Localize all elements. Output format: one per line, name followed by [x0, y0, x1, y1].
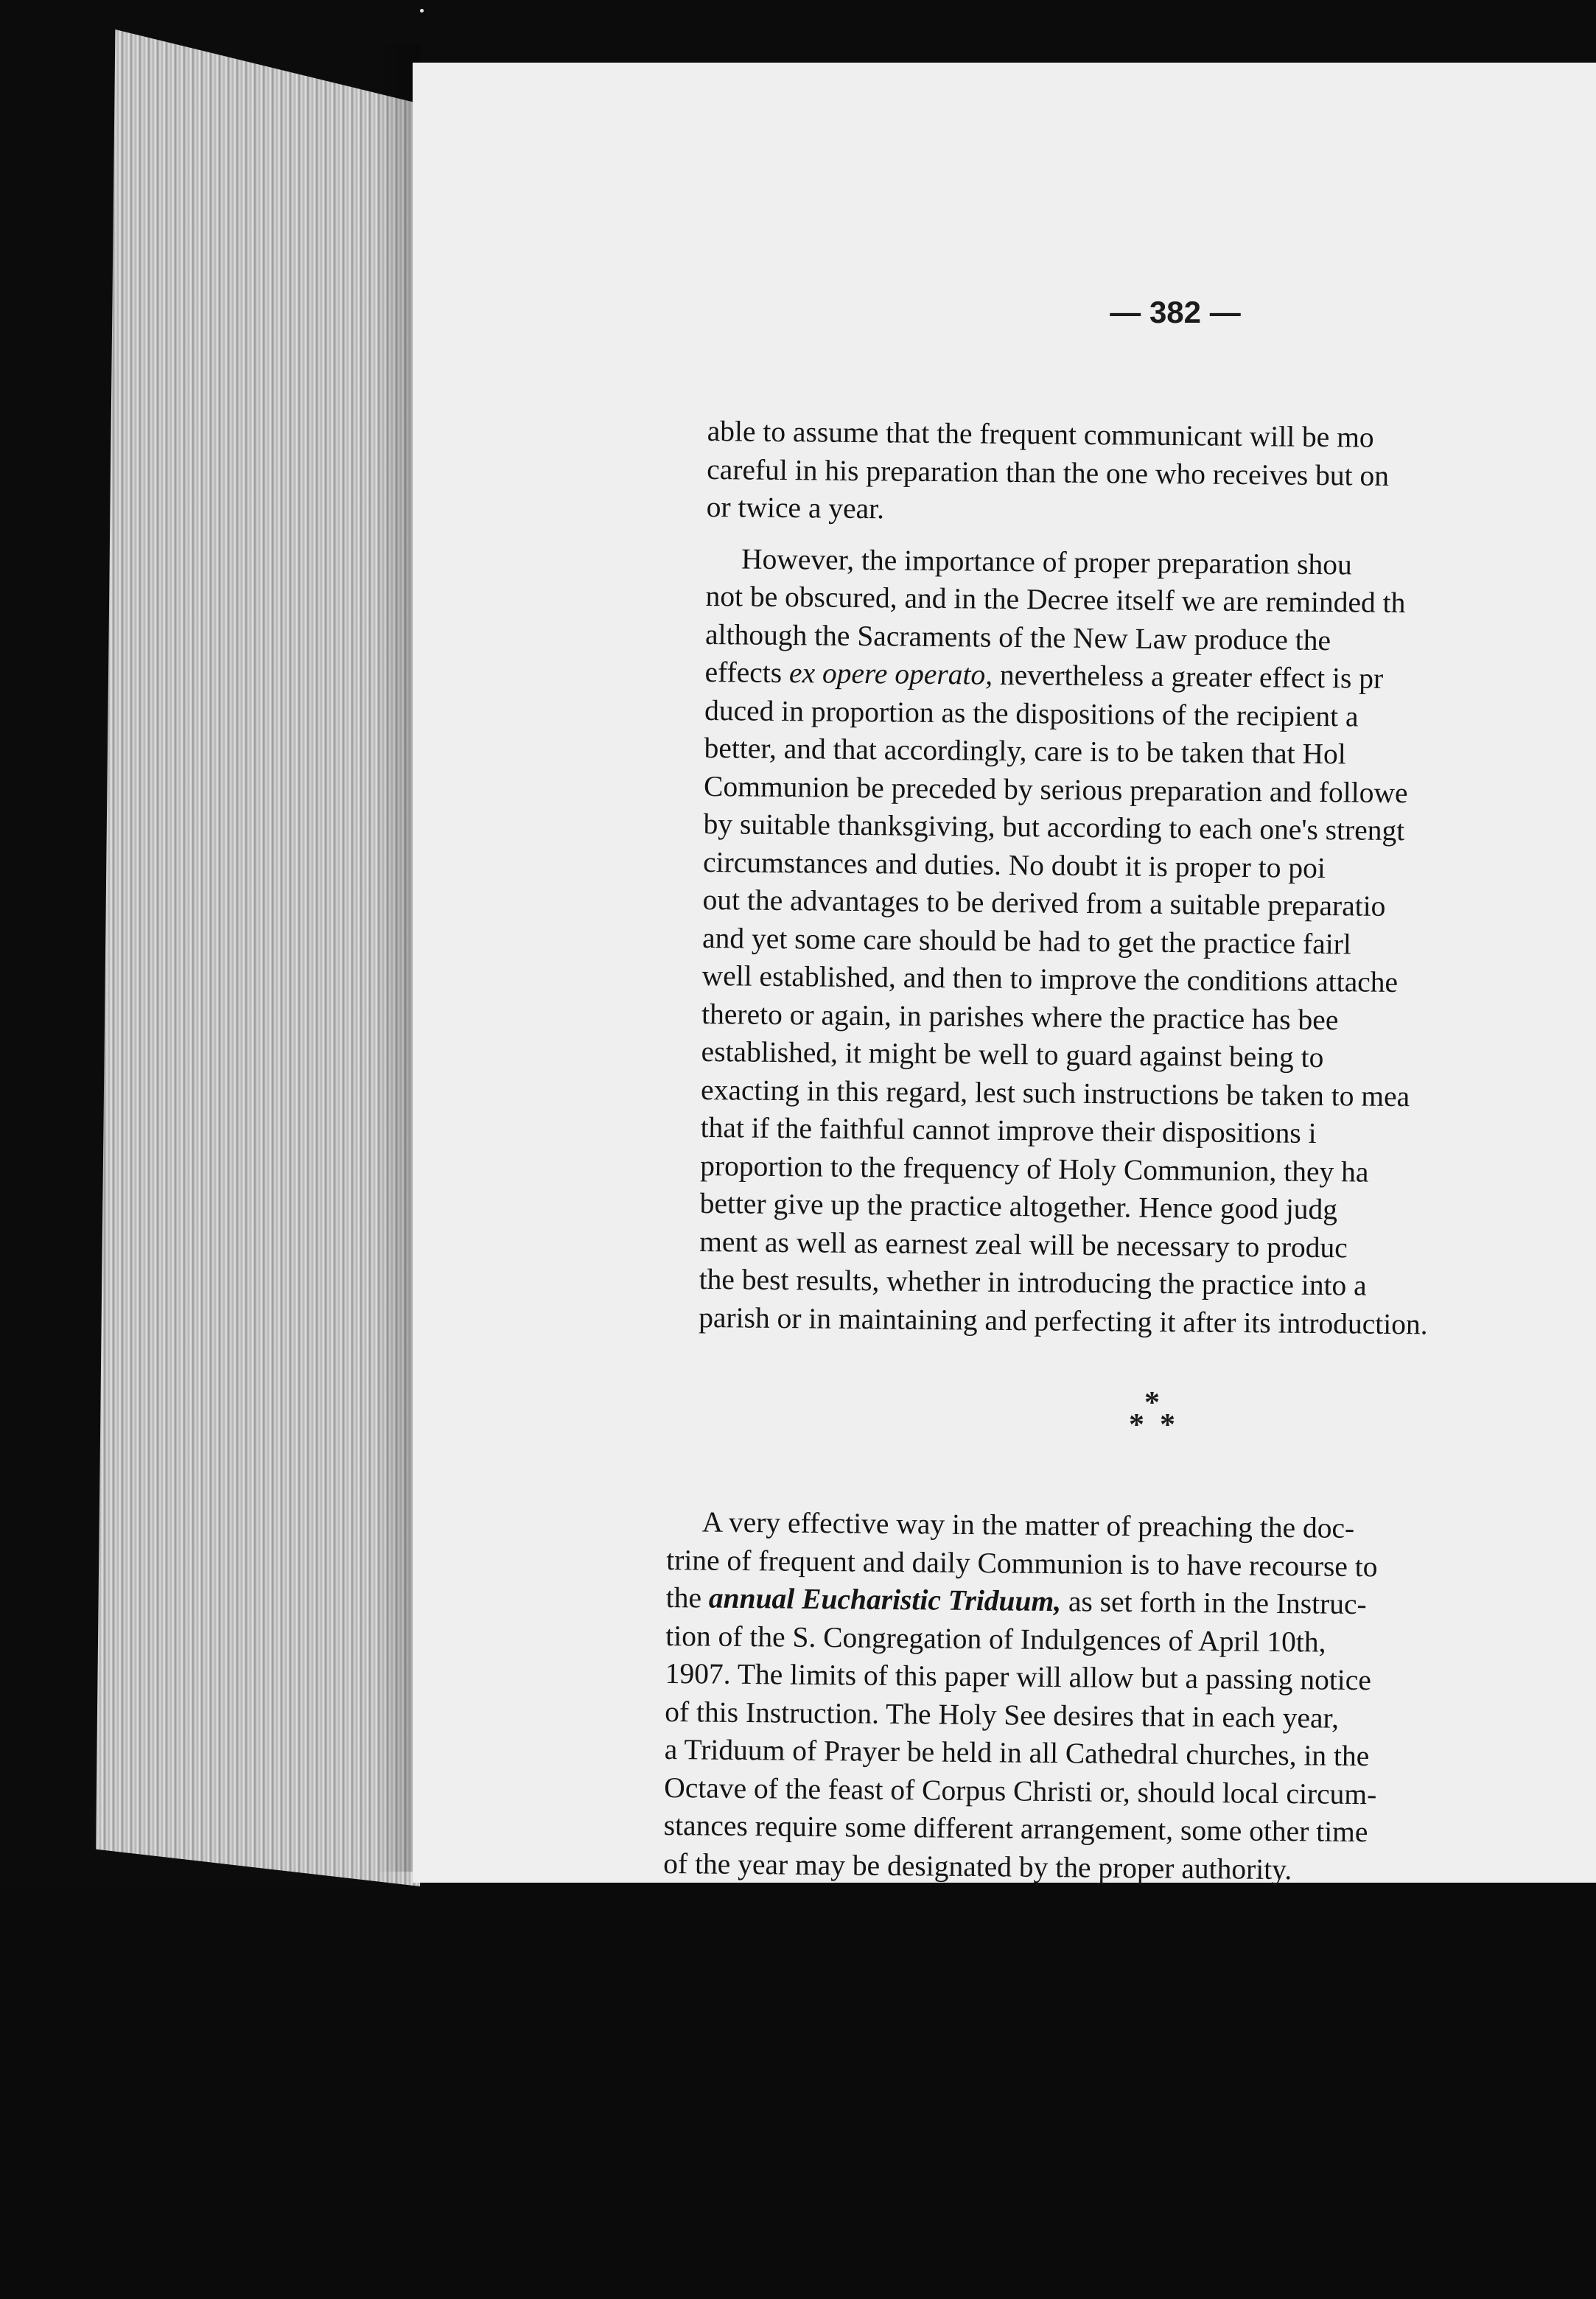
text-fragment: effects: [704, 655, 790, 690]
text-line: circumstances and duties. No doubt it is proper to poi: [702, 845, 1326, 884]
asterisk-right: *: [1160, 1408, 1175, 1442]
text-line: and yet some care should be had to get the practice fairl: [701, 921, 1352, 960]
text-line: established, it might be well to guard against being to: [701, 1035, 1324, 1074]
text-line: proportion to the frequency of Holy Communion, they ha: [699, 1149, 1369, 1189]
text-line: better give up the practice altogether. Hence good judg: [699, 1186, 1338, 1226]
text-line: or twice a year.: [706, 490, 885, 525]
paragraph-triduum: [663, 1503, 1596, 1892]
text-line: out the advantages to be derived from a suitable preparatio: [702, 883, 1386, 923]
text-line: thereto or again, in parishes where the practice has bee: [701, 997, 1339, 1036]
text-line: although the Sacraments of the New Law produce the: [704, 617, 1331, 657]
body-text-top: [699, 413, 1596, 1359]
text-line: of the year may be designated by the proper authority.: [663, 1847, 1292, 1886]
page-number: — 382 —: [1110, 295, 1241, 329]
text-fragment: nevertheless a greater effect is pr: [992, 658, 1384, 695]
text-line: well established, and then to improve the conditions attache: [701, 959, 1399, 999]
text-line: stances require some different arrangement, some other time: [663, 1808, 1368, 1849]
text-line: tion of the S. Congregation of Indulgences of April 10th,: [665, 1619, 1326, 1659]
text-line: However, the importance of proper preparation shou: [741, 542, 1352, 581]
book-page-edges: [96, 29, 420, 1886]
text-line: of this Instruction. The Holy See desires that in each year,: [665, 1695, 1340, 1735]
latin-phrase: ex opere operato,: [788, 657, 993, 691]
text-fragment: the: [665, 1581, 710, 1614]
text-line: exacting in this regard, lest such instructions be taken to mea: [700, 1073, 1410, 1113]
text-line: careful in his preparation than the one who receives but on: [707, 452, 1390, 492]
dust-speck: [420, 9, 424, 13]
text-line: not be obscured, and in the Decree itself we are reminded th: [705, 579, 1406, 620]
paragraph-continuation: [707, 413, 1596, 535]
text-line: that if the faithful cannot improve their dispositions i: [700, 1110, 1317, 1150]
text-line: better, and that accordingly, care is to be taken that Hol: [704, 731, 1346, 771]
paragraph-preparation: [699, 539, 1595, 1345]
asterisk-top: *: [1144, 1386, 1160, 1420]
text-line: 1907. The limits of this paper will allow but a passing notice: [665, 1656, 1372, 1697]
text-line: A very effective way in the matter of preaching the doc-: [701, 1505, 1355, 1544]
text-line: by suitable thanksgiving, but according to each one's strengt: [703, 807, 1405, 847]
text-line: Octave of the feast of Corpus Christi or, should local circum-: [664, 1771, 1377, 1810]
body-text-bottom: [663, 1503, 1596, 1905]
text-line: Communion be preceded by serious preparation and followe: [703, 769, 1408, 809]
asterisk-left: *: [1129, 1408, 1144, 1442]
text-fragment: as set forth in the Instruc-: [1060, 1585, 1367, 1621]
text-line: a Triduum of Prayer be held in all Cathedral churches, in the: [664, 1732, 1370, 1773]
text-line: ment as well as earnest zeal will be necessary to produc: [699, 1225, 1348, 1264]
emphasized-phrase: annual Eucharistic Triduum,: [708, 1581, 1062, 1618]
text-line: able to assume that the frequent communicant will be mo: [707, 414, 1374, 454]
text-line: the best results, whether in introducing the practice into a: [699, 1262, 1367, 1302]
text-line: parish or in maintaining and perfecting it after its introduction.: [699, 1301, 1428, 1340]
text-line: duced in proportion as the dispositions of the recipient a: [704, 693, 1359, 732]
text-line: trine of frequent and daily Communion is to have recourse to: [666, 1543, 1378, 1583]
section-asterism: [1120, 1385, 1186, 1452]
scan-background-bottom: [0, 1886, 1596, 2299]
